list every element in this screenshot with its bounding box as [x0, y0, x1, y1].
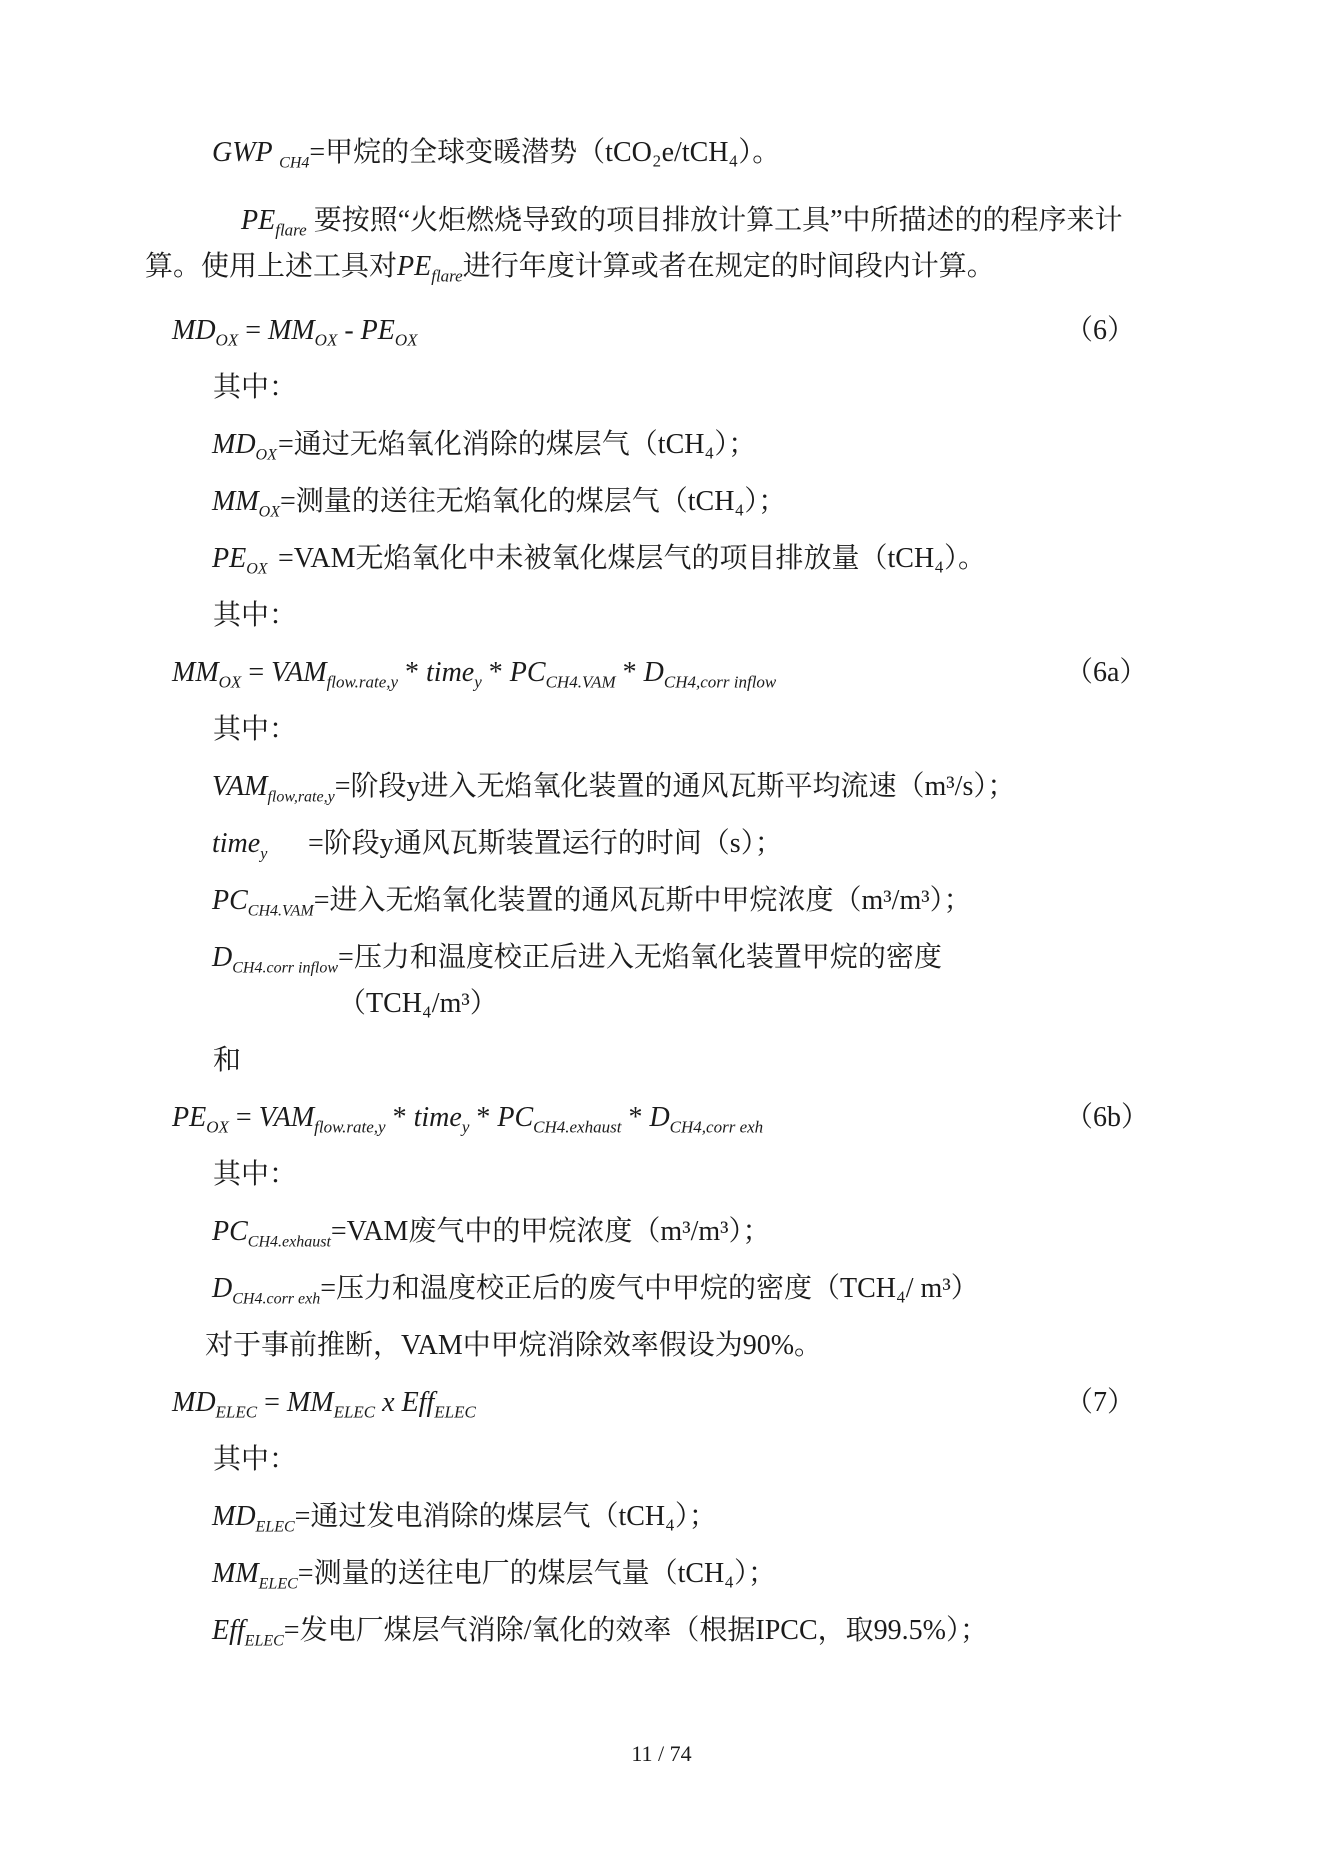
definition-mmox: =测量的送往无焰氧化的煤层气（tCH₄）； — [279, 486, 787, 517]
term-d-ch4-corr-inflow: $D_{CH4.corr inflow}$ — [212, 942, 339, 977]
term-vam-flow-rate: $VAM_{flow,rate,y}$ — [212, 771, 335, 806]
definition-time-y: =阶段y通风瓦斯装置运行的时间（s）； — [308, 828, 783, 859]
term-peox: $PE_{OX}$ — [212, 543, 268, 578]
definition-md-elec: =通过发电消除的煤层气（tCH₄）； — [294, 1501, 717, 1532]
definition-row-pc-ch4-vam — [212, 878, 1163, 924]
definition-row-mdox — [212, 422, 1163, 468]
equation-7-number: （7） — [1065, 1387, 1136, 1418]
definition-vam-flow-rate: =阶段y进入无焰氧化装置的通风瓦斯平均流速（m³/s）； — [334, 771, 1016, 802]
equation-6-formula: $MD_{OX} = MM_{OX} - PE_{OX}$ — [172, 315, 418, 350]
term-d-ch4-corr-exh: $D_{CH4.corr exh}$ — [212, 1273, 321, 1308]
term-mdox: $MD_{OX}$ — [212, 429, 277, 464]
definition-d-ch4-corr-inflow — [338, 935, 1163, 1027]
equation-6 — [145, 308, 1163, 354]
equation-6-number: （6） — [1065, 315, 1136, 346]
where-label-3: 其中： — [213, 714, 298, 745]
term-pc-ch4-vam: $PC_{CH4.VAM}$ — [212, 885, 314, 920]
definition-row-pc-ch4-exhaust — [212, 1209, 1163, 1255]
equation-6a-formula: $MM_{OX} = VAM_{flow.rate,y}$ * time$_y$ * $PC_{CH4.VAM} * D_{CH4,corr inflow}$ — [172, 657, 777, 692]
page-number: 11 / 74 — [631, 1741, 692, 1766]
definition-row-mmox — [212, 479, 1163, 525]
definition-row-vam-flow-rate — [212, 764, 1163, 810]
equation-6a-number: （6a） — [1065, 657, 1148, 688]
definition-row-time — [212, 821, 1163, 867]
term-time-y: time$_y$ — [212, 828, 268, 863]
term-eff-elec: Eff$_{ELEC}$ — [212, 1615, 284, 1650]
definition-mm-elec: =测量的送往电厂的煤层气量（tCH₄）； — [297, 1558, 777, 1589]
term-mm-elec: $MM_{ELEC}$ — [212, 1558, 298, 1593]
definition-row-gwp — [212, 130, 1163, 176]
definition-d-inflow-line2: （TCH₄/m³） — [338, 988, 498, 1019]
definition-pc-ch4-vam: =进入无焰氧化装置的通风瓦斯中甲烷浓度（m³/m³）； — [313, 885, 972, 916]
equation-6b — [145, 1095, 1163, 1141]
definition-peox: =VAM无焰氧化中未被氧化煤层气的项目排放量（tCH₄）。 — [278, 543, 986, 574]
definition-d-inflow-line1: =压力和温度校正后进入无焰氧化装置甲烷的密度 — [338, 942, 942, 973]
and-label: 和 — [213, 1045, 242, 1076]
definition-row-effelec — [212, 1608, 1163, 1654]
where-label-5: 其中： — [213, 1444, 298, 1475]
term-md-elec: $MD_{ELEC}$ — [212, 1501, 295, 1536]
equation-7 — [145, 1380, 1163, 1426]
equation-6b-formula: $PE_{OX} = VAM_{flow.rate,y}$ * time$_y$ * $PC_{CH4.exhaust} * D_{CH4,corr exh}$ — [172, 1102, 764, 1137]
paragraph-pe-flare: $PE_{flare}$ 要按照“火炬燃烧导致的项目排放计算工具”中所描述的的程序来计算。使用上述工具对$PE_{flare}$进行年度计算或者在规定的时间段内计算。 — [145, 205, 1123, 286]
equation-6b-number: （6b） — [1065, 1102, 1150, 1133]
definition-eff-elec: =发电厂煤层气消除/氧化的效率（根据IPCC，取99.5%）； — [283, 1615, 988, 1646]
where-label-4: 其中： — [213, 1159, 298, 1190]
where-label-2: 其中： — [213, 600, 298, 631]
definition-d-ch4-corr-exh: =压力和温度校正后的废气中甲烷的密度（TCH₄/ m³） — [320, 1273, 979, 1304]
term-gwp-ch4: GWP $_{CH4}$ — [212, 137, 310, 172]
equation-7-formula: $MD_{ELEC} = MM_{ELEC}$ x Eff$_{ELEC}$ — [172, 1387, 476, 1422]
definition-mdox: =通过无焰氧化消除的煤层气（tCH₄）； — [278, 429, 757, 460]
definition-row-d-ch4-corr-exh — [212, 1266, 1163, 1312]
paragraph-ex-ante: 对于事前推断，VAM中甲烷消除效率假设为90%。 — [205, 1330, 823, 1361]
term-pc-ch4-exhaust: $PC_{CH4.exhaust}$ — [212, 1216, 331, 1251]
definition-row-peox — [212, 536, 1163, 582]
where-label-1: 其中： — [213, 372, 298, 403]
definition-row-mmelec — [212, 1551, 1163, 1597]
definition-row-mdelec — [212, 1494, 1163, 1540]
definition-pc-ch4-exhaust: =VAM废气中的甲烷浓度（m³/m³）； — [330, 1216, 771, 1247]
definition-gwp-ch4: =甲烷的全球变暖潜势（tCO₂e/tCH₄）。 — [309, 137, 781, 168]
definition-row-d-ch4-corr-inflow — [212, 935, 1163, 1027]
term-mmox: $MM_{OX}$ — [212, 486, 280, 521]
equation-6a — [145, 650, 1163, 696]
